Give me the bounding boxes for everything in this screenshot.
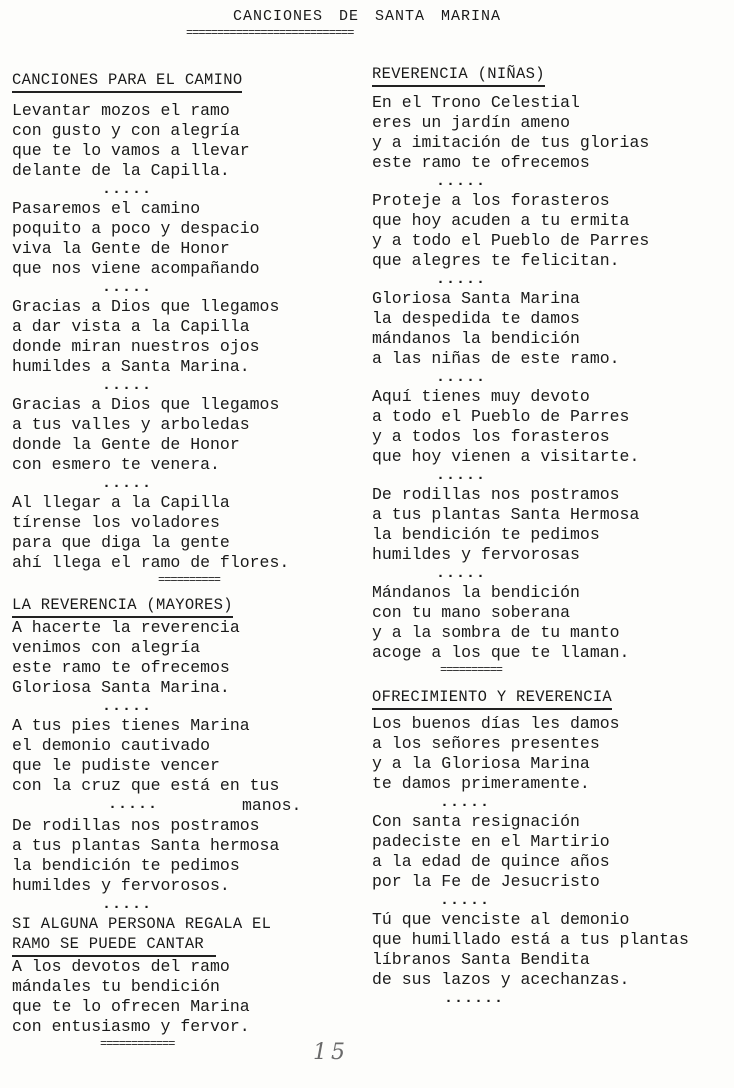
verse: A hacerte la reverencia venimos con alegría este ramo te ofrecemos Gloriosa Santa Marina. — [12, 618, 240, 697]
verse: Proteje a los forasteros que hoy acuden a tu ermita y a todo el Pueblo de Parres que alegres te felicitan. — [372, 191, 650, 270]
section-heading-regala-1: SI ALGUNA PERSONA REGALA EL — [12, 915, 272, 933]
verse: Aquí tienes muy devoto a todo el Pueblo de Parres y a todos los forasteros que hoy vienen a visitarte. — [372, 387, 640, 466]
verse-separator: ..... — [102, 181, 153, 198]
verse: Gracias a Dios que llegamos a tus valles y arboledas donde la Gente de Honor con esmero te venera. — [12, 395, 280, 474]
verse-separator: ..... — [102, 896, 153, 913]
verse-separator: ..... — [102, 475, 153, 492]
verse-separator: ..... — [436, 467, 487, 484]
right-column — [372, 64, 732, 1008]
verse: Pasaremos el camino poquito a poco y despacio viva la Gente de Honor que nos viene acompañando — [12, 199, 260, 278]
title-underline: =========================== — [186, 26, 354, 40]
section-heading-mayores: LA REVERENCIA (MAYORES) — [12, 595, 362, 618]
left-column — [12, 70, 362, 1051]
verse: Levantar mozos el ramo con gusto y con alegría que te lo vamos a llevar delante de la Capilla. — [12, 101, 250, 180]
section-rule: ========== — [158, 573, 221, 587]
verse: En el Trono Celestial eres un jardín ameno y a imitación de tus glorias este ramo te ofrecemos — [372, 93, 650, 172]
verse: Los buenos días les damos a los señores presentes y a la Gloriosa Marina te damos primeramente. — [372, 714, 620, 793]
page-number: 15 — [313, 1040, 349, 1065]
section-heading-ninas: REVERENCIA (NIÑAS) — [372, 64, 732, 87]
verse: Con santa resignación padeciste en el Martirio a la edad de quince años por la Fe de Jesucristo — [372, 812, 610, 891]
verse-separator: ..... — [102, 698, 153, 715]
page-title: CANCIONES DE SANTA MARINA — [232, 8, 502, 25]
section-heading-ofrecimiento: OFRECIMIENTO Y REVERENCIA — [372, 687, 732, 710]
verse-separator: ..... — [436, 173, 487, 190]
verse: Gracias a Dios que llegamos a dar vista a la Capilla donde miran nuestros ojos humildes a Santa Marina. — [12, 297, 280, 376]
verse: A tus pies tienes Marina el demonio cautivado que le pudiste vencer con la cruz que está en tus — [12, 716, 280, 795]
verse: De rodillas nos postramos a tus plantas Santa hermosa la bendición te pedimos humildes y fervorosos. — [12, 816, 280, 895]
verse-separator: ..... — [440, 794, 491, 811]
verse-separator: ..... — [436, 369, 487, 386]
verse-separator: ..... — [440, 892, 491, 909]
section-heading-camino: CANCIONES PARA EL CAMINO — [12, 70, 362, 93]
verse-separator: ..... — [108, 796, 159, 813]
verse-separator: ..... — [436, 271, 487, 288]
section-rule: ========== — [440, 663, 503, 677]
verse-separator: ..... — [436, 565, 487, 582]
verse: A los devotos del ramo mándales tu bendición que te lo ofrecen Marina con entusiasmo y fervor. — [12, 957, 250, 1036]
section-rule: ============ — [100, 1037, 175, 1051]
verse-separator: ..... — [102, 377, 153, 394]
verse: Tú que venciste al demonio que humillado está a tus plantas líbranos Santa Bendita de sus lazos y acechanzas. — [372, 910, 689, 989]
section-heading-regala-2: RAMO SE PUEDE CANTAR — [12, 934, 362, 957]
verse: Al llegar a la Capilla tírense los voladores para que diga la gente ahí llega el ramo de flores. — [12, 493, 290, 572]
verse-continuation: manos. — [242, 796, 302, 815]
verse: Mándanos la bendición con tu mano soberana y a la sombra de tu manto acoge a los que te llaman. — [372, 583, 630, 662]
verse-separator: ...... — [444, 990, 505, 1007]
verse: Gloriosa Santa Marina la despedida te damos mándanos la bendición a las niñas de este ramo. — [372, 289, 620, 368]
verse-separator: ..... — [102, 279, 153, 296]
verse: De rodillas nos postramos a tus plantas Santa Hermosa la bendición te pedimos humildes y fervorosas — [372, 485, 640, 564]
